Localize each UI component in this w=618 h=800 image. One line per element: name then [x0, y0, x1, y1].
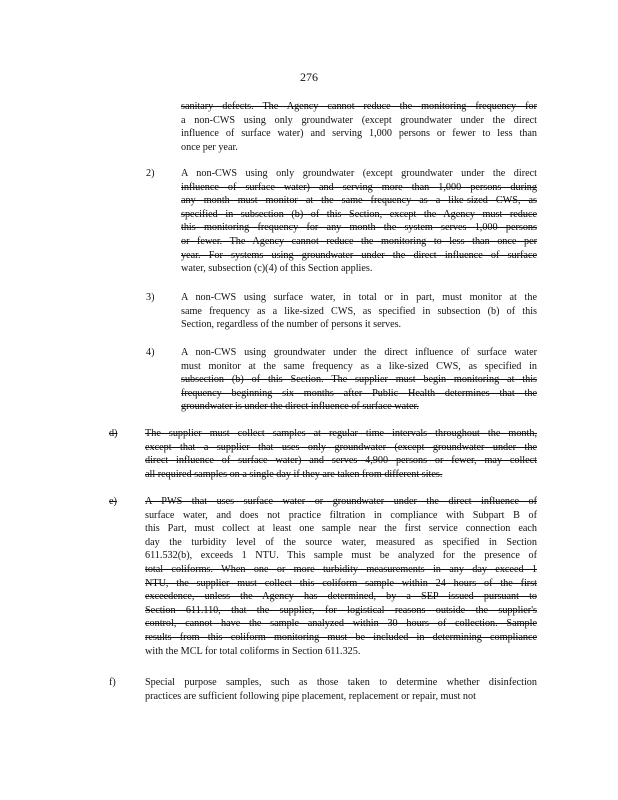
item-2-line — [181, 208, 537, 222]
item-2-line — [181, 249, 537, 263]
item-d-line — [145, 441, 537, 455]
deleted-text: total coliforms. When one or more turbidity measurements in any day exceed 1 — [145, 563, 537, 575]
deleted-text: any month must monitor at the same frequency as a like-sized CWS, as — [181, 195, 537, 207]
item-d-label: d) — [109, 428, 118, 439]
item-3-text — [181, 291, 537, 332]
item-4-text — [181, 346, 537, 414]
deleted-text: except that a supplier that uses only groundwater (except groundwater under the — [145, 441, 537, 453]
item-2-label: 2) — [146, 168, 155, 179]
item-e-line — [145, 604, 537, 618]
item-2-line: water, subsection (c)(4) of this Section applies. — [181, 263, 373, 275]
item-d-line — [145, 468, 537, 482]
deleted-text: groundwater is under the direct influence of surface water. — [181, 401, 419, 413]
deleted-text: this monitoring frequency for any month the system serves 1,000 persons — [181, 222, 537, 234]
page-number: 276 — [300, 70, 318, 84]
item-e-line — [145, 590, 537, 604]
item-e-label: e) — [109, 496, 117, 507]
item-d-line — [145, 427, 537, 441]
item-4-label: 4) — [146, 347, 155, 358]
item-f-line: practices are sufficient following pipe placement, replacement or repair, must not — [145, 690, 476, 702]
deleted-text: results from this coliform monitoring must be included in determining compliance — [145, 631, 537, 643]
item-2-text — [181, 167, 537, 276]
item-4-line — [181, 400, 537, 414]
item-4-line — [181, 387, 537, 401]
deleted-text: exceedence, unless the Agency has determined, by a SEP issued pursuant to — [145, 591, 537, 603]
deleted-text: or fewer. The Agency cannot reduce the monitoring to less than once per — [181, 235, 537, 247]
item-3-label: 3) — [146, 292, 155, 303]
item-d-line — [145, 454, 537, 468]
item-4-line: must monitor at the same frequency as a like-sized CWS, as specified in — [181, 360, 537, 372]
deleted-text: subsection (b) of this Section. The supplier must begin monitoring at this — [181, 374, 537, 386]
item-e-line — [145, 563, 537, 577]
deleted-text: year. For systems using groundwater under the direct influence of surface — [181, 249, 537, 261]
item-f-label: f) — [109, 677, 116, 688]
continued-item-line: influence of surface water) and serving 1,000 persons or fewer to less than — [181, 128, 537, 140]
deleted-text: influence of surface water) and serving more than 1,000 persons during — [181, 181, 537, 193]
deleted-text: direct influence of surface water) and serves 4,900 persons or fewer, may collect — [145, 455, 537, 467]
item-f-line: Special purpose samples, such as those taken to determine whether disinfection — [145, 677, 537, 688]
item-2-line — [181, 181, 537, 195]
item-2-line: A non-CWS using only groundwater (except groundwater under the direct — [181, 168, 537, 179]
deleted-text: all required samples on a single day if they are taken from different sites. — [145, 468, 443, 480]
item-e-line: this Part, must collect at least one sample near the first service connection each — [145, 523, 537, 535]
item-4-line: A non-CWS using groundwater under the direct influence of surface water — [181, 347, 537, 358]
item-2-line — [181, 194, 537, 208]
continued-item-line — [181, 100, 537, 114]
deleted-text: sanitary defects. The Agency cannot reduce the monitoring frequency for — [181, 101, 537, 112]
deleted-text: control, cannot have the sample analyzed within 30 hours of collection. Sample — [145, 618, 537, 630]
deleted-text: NTU, the supplier must collect this coliform sample within 24 hours of the first — [145, 577, 537, 589]
item-e-line: with the MCL for total coliforms in Section 611.325. — [145, 645, 361, 657]
deleted-text: A PWS that uses surface water or groundwater under the direct influence of — [145, 496, 537, 507]
item-e-line — [145, 617, 537, 631]
item-f-text — [145, 676, 537, 703]
item-3-line: A non-CWS using surface water, in total or in part, must monitor at the — [181, 292, 537, 303]
item-e-line — [145, 577, 537, 591]
continued-item-text — [181, 100, 537, 154]
item-e-text — [145, 495, 537, 658]
deleted-text: specified in subsection (b) of this Section, except the Agency must reduce — [181, 208, 537, 220]
item-e-line: 611.532(b), exceeds 1 NTU. This sample must be analyzed for the presence of — [145, 550, 537, 562]
item-d-text — [145, 427, 537, 481]
item-e-line — [145, 631, 537, 645]
item-4-line — [181, 373, 537, 387]
continued-item-line: once per year. — [181, 141, 238, 153]
item-e-line — [145, 495, 537, 509]
continued-item-line: a non-CWS using only groundwater (except groundwater under the direct — [181, 114, 537, 126]
deleted-text: Section 611.110, that the supplier, for logistical reasons outside the supplier's — [145, 604, 537, 616]
item-e-line: day the turbidity level of the source water, measured as specified in Section — [145, 536, 537, 548]
item-2-line — [181, 221, 537, 235]
item-e-line: surface water, and does not practice filtration in compliance with Subpart B of — [145, 509, 537, 521]
item-3-line: same frequency as a like-sized CWS, as specified in subsection (b) of this — [181, 305, 537, 317]
deleted-text: frequency beginning six months after Public Health determines that the — [181, 387, 537, 399]
item-3-line: Section, regardless of the number of persons it serves. — [181, 319, 402, 331]
item-2-line — [181, 235, 537, 249]
deleted-text: The supplier must collect samples at regular time intervals throughout the month, — [145, 428, 537, 439]
